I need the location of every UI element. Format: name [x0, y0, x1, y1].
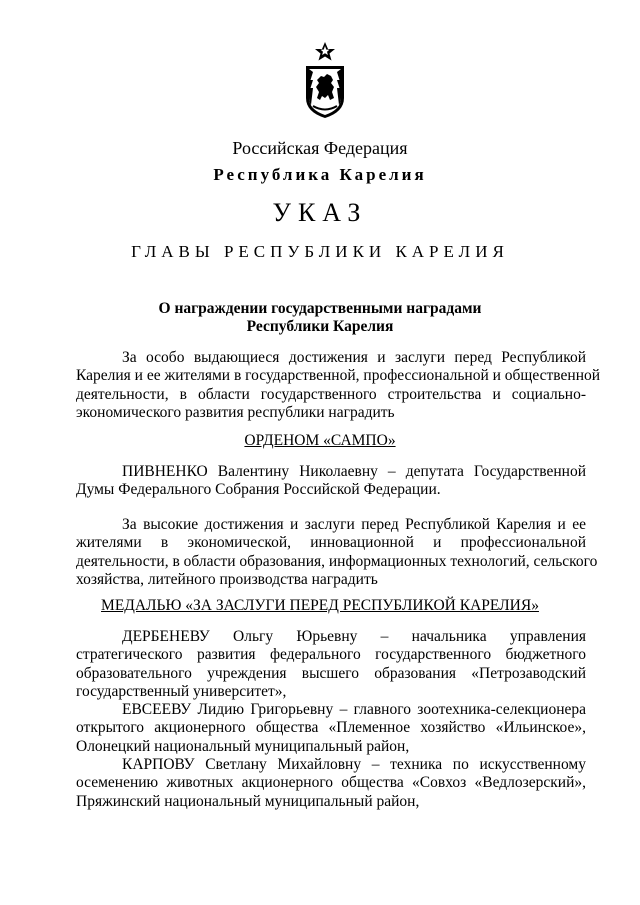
subject-line-2: Республики Карелия [246, 318, 394, 335]
text-line: деятельности, в области государственного строительства и социально- [76, 385, 586, 403]
section1-intro [76, 349, 601, 422]
text-line: ПИВНЕНКО Валентину Николаевну – депутата Государственной [122, 463, 586, 480]
text-line: образовательного учреждения высшего образования «Петрозаводский [76, 664, 586, 682]
award-order-sampo: ОРДЕНОМ «САМПО» [244, 432, 396, 449]
issuer-title: ГЛАВЫ РЕСПУБЛИКИ КАРЕЛИЯ [131, 242, 509, 261]
section1-recipient [76, 463, 586, 500]
text-line: хозяйства, литейного производства наградить [76, 570, 378, 588]
text-line: экономического развития республики наградить [76, 403, 395, 421]
document-type: УКАЗ [272, 198, 368, 227]
text-line: Карелия и ее жителями в государственной, профессиональной и общественной [76, 367, 601, 385]
karelia-coat-of-arms-icon [298, 40, 352, 120]
text-line: открытого акционерного общества «Племенное хозяйство «Ильинское», [76, 719, 586, 737]
text-line: За особо выдающиеся достижения и заслуги перед Республикой [122, 349, 586, 366]
text-line: государственный университет», [76, 682, 287, 700]
text-line: За высокие достижения и заслуги перед Республикой Карелия и ее [122, 516, 586, 533]
text-line: КАРПОВУ Светлану Михайловну – техника по искусственному [122, 756, 586, 774]
section2-recipients [76, 628, 586, 811]
republic-name: Республика Карелия [213, 165, 427, 184]
text-line: Думы Федерального Собрания Российской Федерации. [76, 481, 441, 499]
text-line: стратегического развития федерального государственного бюджетного [76, 646, 586, 664]
text-line: Пряжинский национальный муниципальный район, [76, 792, 420, 810]
text-line: ДЕРБЕНЕВУ Ольгу Юрьевну – начальника управления [122, 628, 586, 645]
text-line: ЕВСЕЕВУ Лидию Григорьевну – главного зоотехника-селекционера [122, 701, 586, 719]
section2-intro [76, 516, 598, 589]
award-medal-merit: МЕДАЛЬЮ «ЗА ЗАСЛУГИ ПЕРЕД РЕСПУБЛИКОЙ КАРЕЛИЯ» [101, 597, 539, 614]
subject-line-1: О награждении государственными наградами [158, 300, 482, 317]
text-line: деятельности, в области образования, информационных технологий, сельского [76, 552, 598, 570]
text-line: жителями в экономической, инновационной и профессиональной [76, 534, 586, 552]
text-line: Олонецкий национальный муниципальный район, [76, 737, 410, 755]
text-line: осеменению животных акционерного общества «Совхоз «Ведлозерский», [76, 774, 586, 792]
country-name: Российская Федерация [232, 138, 408, 158]
